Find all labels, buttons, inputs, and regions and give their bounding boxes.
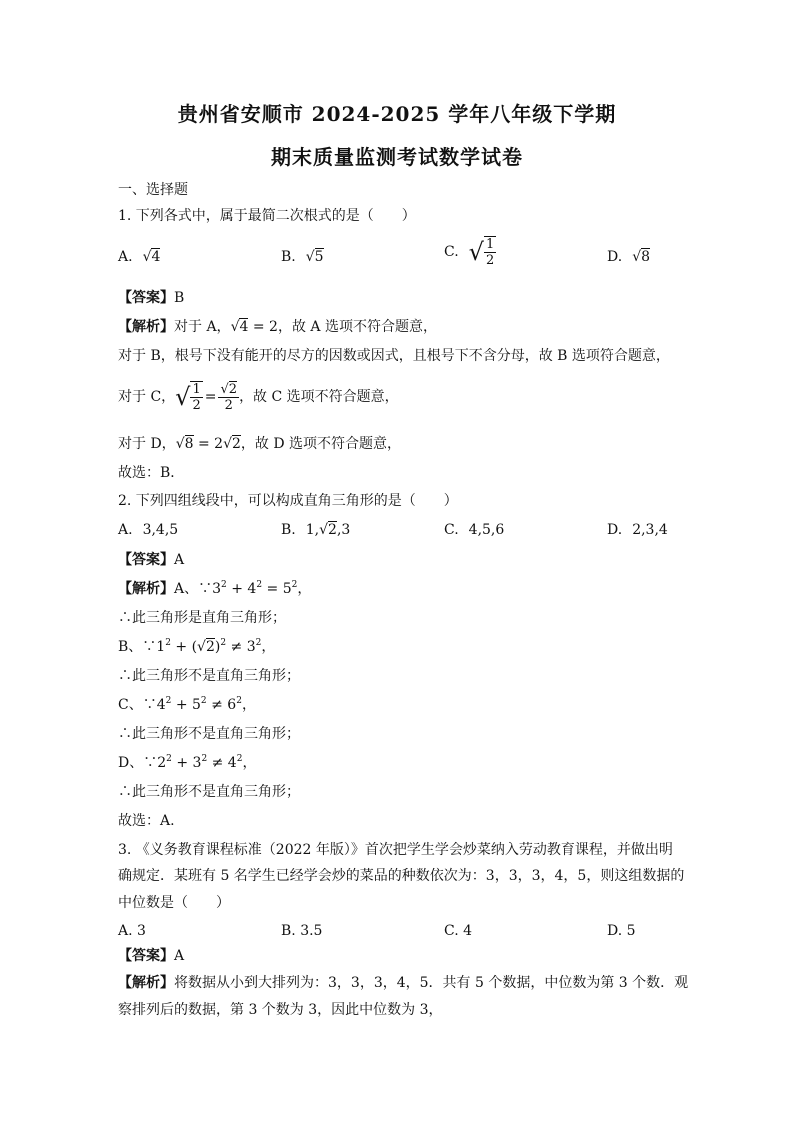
analysis-tag: 【解析】 xyxy=(118,319,174,335)
q2-analysis-a: 【解析】A、$\because 3^2 + 4^2 = 5^2$， xyxy=(118,580,312,597)
q3-option-d: D. 5 xyxy=(607,923,636,939)
q2-analysis-d: D、$\because 2^2 + 3^2 \ne 4^2$， xyxy=(118,754,257,771)
q2-answer: 【答案】A xyxy=(118,552,185,568)
q3-analysis-line2: 察排列后的数据，第 3 个数为 3，因此中位数为 3， xyxy=(118,1002,443,1018)
sqrt-symbol: √4 xyxy=(142,249,161,265)
q2-conclusion: 故选：A. xyxy=(118,813,175,829)
q3-analysis-line1: 【解析】将数据从小到大排列为：3，3，3，4，5．共有 5 个数据，中位数为第 3 个数．观 xyxy=(118,975,689,991)
fraction: $\frac{1}{2}$ xyxy=(192,382,201,413)
sqrt-symbol: √2 xyxy=(319,522,337,538)
fraction: $\frac{1}{2}$ xyxy=(485,237,495,268)
answer-tag: 【答案】 xyxy=(118,290,174,306)
q3-option-a: A. 3 xyxy=(118,923,146,939)
q3-stem-line1: 3. 《义务教育课程标准（2022 年版）》首次把学生学会炒菜纳入劳动教育课程，并做出明 xyxy=(118,842,673,858)
sqrt-symbol: √ xyxy=(468,238,484,266)
q1-option-c-label: C. xyxy=(444,244,459,260)
sqrt-symbol: √8 xyxy=(175,436,194,452)
q3-stem-line2: 确规定．某班有 5 名学生已经学会炒的菜品的种数依次为：3，3，3，4，5，则这组数据的 xyxy=(118,868,685,884)
exam-title-line2: 期末质量监测考试数学试卷 xyxy=(271,145,523,169)
q3-answer: 【答案】A xyxy=(118,948,185,964)
q2-analysis-b: B、$\because 1^2 + (√2)^2 \ne 3^2$， xyxy=(118,638,276,655)
sqrt-symbol: √4 xyxy=(230,319,249,335)
q2-therefore-a: ∴此三角形是直角三角形； xyxy=(118,610,286,626)
section-heading: 一、选择题 xyxy=(118,182,188,198)
q2-analysis-c: C、$\because 4^2 + 5^2 \ne 6^2$， xyxy=(118,696,256,713)
fraction: $\frac{√2}{2}$ xyxy=(220,381,238,413)
q1-answer xyxy=(118,289,184,307)
q2-stem: 2. 下列四组线段中，可以构成直角三角形的是（ ） xyxy=(118,493,458,509)
sqrt-symbol: √8 xyxy=(632,249,651,265)
q2-option-d: D. 2,3,4 xyxy=(607,522,668,538)
sqrt-symbol: √5 xyxy=(305,249,324,265)
q1-option-c xyxy=(444,236,496,268)
q2-option-a: A. 3,4,5 xyxy=(118,522,179,538)
q2-option-b: B. 1,√2,3 xyxy=(281,522,351,538)
exam-title-line1: 贵州省安顺市 2024-2025 学年八年级下学期 xyxy=(177,102,617,126)
q2-option-c: C. 4,5,6 xyxy=(444,522,505,538)
radicand: 8 xyxy=(641,249,651,265)
q1-option-d xyxy=(607,248,650,266)
q3-option-c: C. 4 xyxy=(444,923,473,939)
q1-stem: 1. 下列各式中，属于最简二次根式的是（ ） xyxy=(118,208,416,224)
q1-option-b-label: B. xyxy=(281,249,296,265)
q1-analysis-line2: 对于 B，根号下没有能开的尽方的因数或因式，且根号下不含分母，故 B 选项符合题意， xyxy=(118,348,670,364)
q1-option-a xyxy=(118,248,160,266)
radicand: 5 xyxy=(314,249,324,265)
q1-analysis-line3: 对于 C，√ $\frac{1}{2}$ = $\frac{√2}{2}$ ，故 C 选项不符合题意， xyxy=(118,381,399,413)
sqrt-symbol: √2 xyxy=(223,436,241,452)
q2-therefore-d: ∴此三角形不是直角三角形； xyxy=(118,784,300,800)
q1-conclusion: 故选：B． xyxy=(118,465,185,481)
q1-analysis-line1: 【解析】对于 A，√4 = 2，故 A 选项不符合题意， xyxy=(118,319,437,335)
q2-therefore-b: ∴此三角形不是直角三角形； xyxy=(118,668,300,684)
q2-therefore-c: ∴此三角形不是直角三角形； xyxy=(118,726,300,742)
q3-option-b: B. 3.5 xyxy=(281,923,323,939)
q1-option-d-label: D. xyxy=(607,249,623,265)
sqrt-symbol: √ xyxy=(175,383,191,411)
q1-analysis-line4: 对于 D，√8 = 2√2，故 D 选项不符合题意， xyxy=(118,436,402,452)
q3-stem-line3: 中位数是（ ） xyxy=(118,895,230,911)
q1-option-b xyxy=(281,248,324,266)
radicand: 4 xyxy=(151,249,161,265)
q1-option-a-label: A. xyxy=(118,249,133,265)
answer-value: B xyxy=(174,290,185,306)
